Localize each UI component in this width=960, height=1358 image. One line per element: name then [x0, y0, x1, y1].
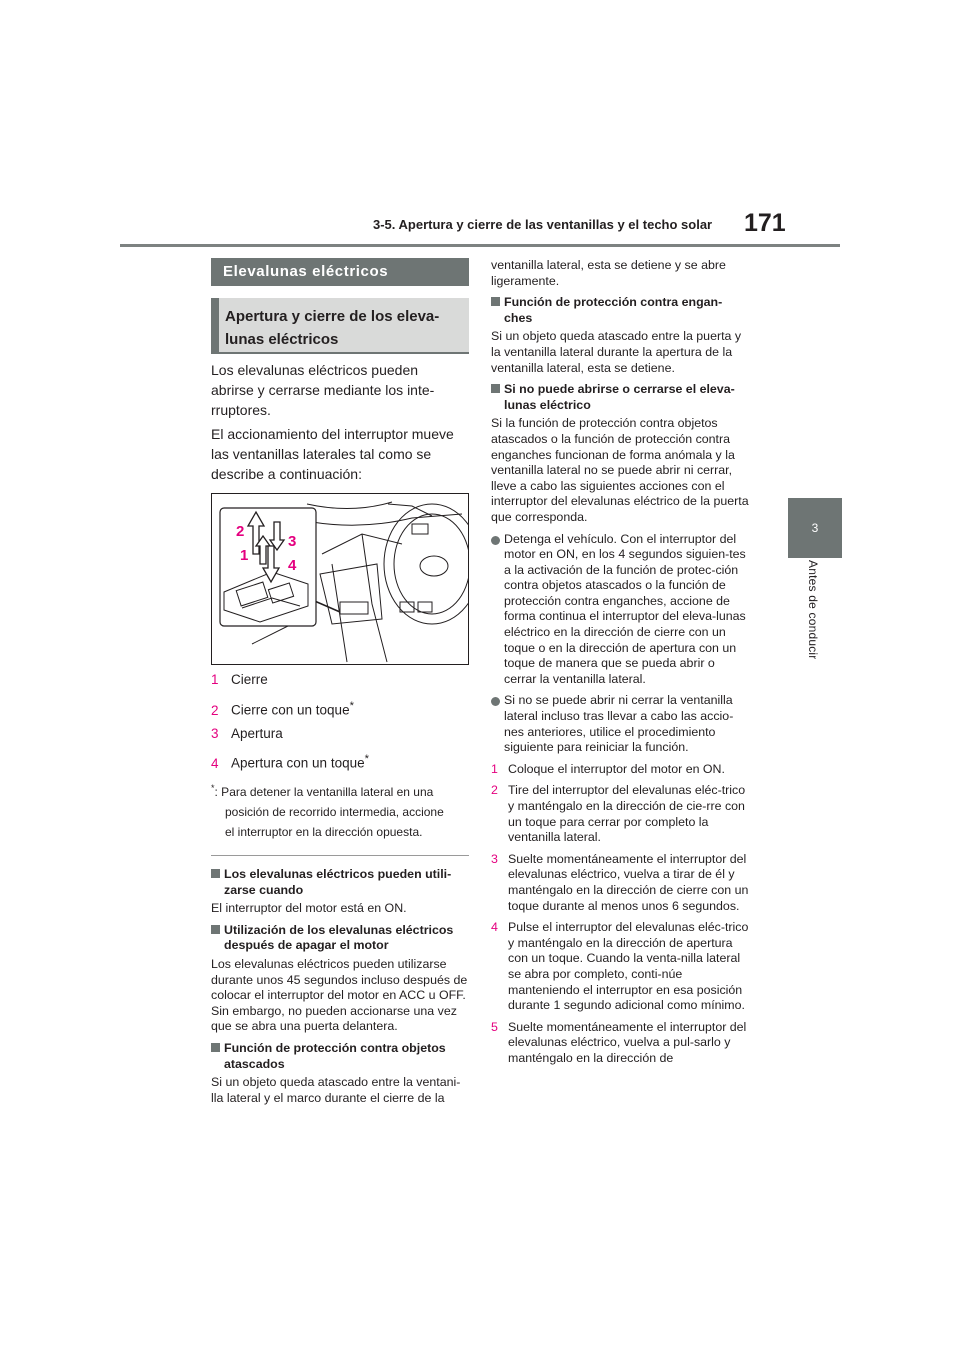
- footnote-mark: *: [211, 783, 215, 793]
- figure-label: 3: [288, 533, 297, 550]
- footnote-line: el interruptor en la dirección opuesta.: [225, 825, 423, 839]
- footnote-line: posición de recorrido intermedia, accione: [225, 805, 444, 819]
- section-title: Elevalunas eléctricos: [211, 258, 469, 286]
- note-heading: [211, 1041, 469, 1072]
- note-heading-text: Si no puede abrirse o cerrarse el eleva-lunas eléctrico: [504, 382, 735, 412]
- header-rule: [120, 244, 840, 247]
- legend-item: [211, 700, 469, 718]
- note-heading: [491, 382, 749, 413]
- note-heading: [491, 295, 749, 326]
- square-bullet-icon: [491, 384, 500, 393]
- bullet-item: [491, 693, 749, 755]
- legend-number: 4: [211, 755, 219, 771]
- subsection-title-line2: lunas eléctricos: [225, 331, 339, 348]
- chapter-tab: 3: [788, 498, 842, 558]
- footnote: [211, 778, 469, 842]
- note-body: Si un objeto queda atascado entre la puerta y la ventanilla lateral durante la apertura de la ventanilla lateral, esta se detiene.: [491, 329, 742, 375]
- bullet-text: Si no se puede abrir ni cerrar la ventanilla lateral incluso tras llevar a cabo las accio-nes anteriores, utilice el procedimiento siguiente para reiniciar la función.: [504, 693, 734, 755]
- note-heading-text: Función de protección contra engan-ches: [504, 295, 723, 325]
- chapter-label: Antes de conducir: [806, 560, 820, 660]
- legend-text: Cierre: [231, 672, 268, 687]
- legend-number: 3: [211, 726, 219, 741]
- intro-line: abrirse y cerrarse mediante los inte-: [211, 382, 435, 398]
- note-heading-text: Función de protección contra objetos atascados: [224, 1040, 446, 1071]
- intro-line: las ventanillas laterales tal como se: [211, 446, 432, 462]
- figure-label: 4: [288, 557, 297, 574]
- intro-paragraph-1: [211, 360, 469, 420]
- square-bullet-icon: [211, 1043, 220, 1052]
- bullet-item: [491, 532, 749, 688]
- step-number: 1: [491, 761, 498, 776]
- step-text: Suelte momentáneamente el interruptor del elevalunas eléctrico, vuelva a tirar de él y manténgalo en la dirección de cierre con un toque durante al menos unos 6 segundos.: [508, 851, 749, 913]
- note-heading-text: Los elevalunas eléctricos pueden utili-zarse cuando: [224, 867, 452, 897]
- footnote-line: : Para detener la ventanilla lateral en una: [214, 785, 434, 799]
- note-body: El interruptor del motor está en ON.: [211, 901, 407, 916]
- round-bullet-icon: [491, 697, 500, 706]
- legend-number: 1: [211, 672, 219, 687]
- subsection-title: [211, 298, 469, 354]
- step-item: [491, 920, 749, 1014]
- running-header: 3-5. Apertura y cierre de las ventanillas y el techo solar: [373, 217, 713, 232]
- square-bullet-icon: [211, 925, 220, 934]
- illustration-svg: [212, 494, 468, 664]
- step-number: 4: [491, 920, 498, 935]
- step-item: [491, 852, 749, 914]
- left-notes: [211, 867, 469, 1112]
- step-item: [491, 1020, 749, 1067]
- note-body: ventanilla lateral, esta se detiene y se abre ligeramente.: [491, 258, 726, 288]
- figure-label: 2: [236, 523, 245, 540]
- step-item: [491, 783, 749, 845]
- figure-label: 1: [240, 547, 249, 564]
- step-text: Suelte momentáneamente el interruptor del elevalunas eléctrico, vuelva a pul-sarlo y manténgalo en la dirección de: [508, 1019, 747, 1065]
- power-window-illustration: [211, 493, 469, 665]
- intro-line: describe a continuación:: [211, 466, 362, 482]
- legend-text: Apertura con un toque: [231, 755, 365, 771]
- legend-asterisk: *: [349, 700, 354, 712]
- legend-item: [211, 753, 469, 771]
- step-number: 5: [491, 1019, 498, 1034]
- step-text: Pulse el interruptor del elevalunas eléc-trico y manténgalo en la dirección de apertura con un toque. Cuando la venta-nilla lateral se abra por completo, conti-núe manteniendo el interruptor en esa posición durante 1 segundo adicional como mínimo.: [508, 920, 749, 1013]
- intro-line: rruptores.: [211, 402, 271, 418]
- round-bullet-icon: [491, 536, 500, 545]
- note-heading: [211, 867, 469, 898]
- page-number: 171: [744, 209, 786, 237]
- note-body: Los elevalunas eléctricos pueden utilizarse durante unos 45 segundos incluso después de colocar el interruptor del motor en ACC u OFF. Sin embargo, no pueden accionarse una vez que se abra una puerta delantera.: [211, 956, 468, 1034]
- legend-number: 2: [211, 702, 219, 718]
- bullet-text: Detenga el vehículo. Con el interruptor del motor en ON, en los 4 segundos siguien-tes a la activación de la función de protec-ción contra objetos atascados o la función de protección contra enganches, accione de forma continua el interruptor del eleva-lunas eléctrico en la dirección de cierre con un toque o en la dirección de apertura con un toque de manera que se pueda abrir o cerrar la ventanilla lateral.: [504, 531, 746, 686]
- legend-item: [211, 726, 469, 741]
- intro-line: Los elevalunas eléctricos pueden: [211, 362, 419, 378]
- legend-text: Apertura: [231, 726, 283, 741]
- right-notes: [491, 258, 749, 1073]
- note-heading: [211, 923, 469, 954]
- square-bullet-icon: [211, 869, 220, 878]
- intro-paragraph-2: [211, 424, 469, 484]
- step-item: [491, 762, 749, 778]
- divider: [211, 855, 469, 856]
- note-heading-text: Utilización de los elevalunas eléctricos después de apagar el motor: [224, 922, 454, 953]
- subsection-title-line1: Apertura y cierre de los eleva-: [225, 308, 440, 325]
- note-body: Si un objeto queda atascado entre la ventani-lla lateral y el marco durante el cierre de la: [211, 1075, 461, 1105]
- step-number: 3: [491, 851, 498, 866]
- legend-item: [211, 672, 469, 687]
- square-bullet-icon: [491, 297, 500, 306]
- legend-text: Cierre con un toque: [231, 702, 350, 718]
- step-text: Coloque el interruptor del motor en ON.: [508, 761, 725, 776]
- step-text: Tire del interruptor del elevalunas eléc-trico y manténgalo en la dirección de cie-rre con un toque para cerrar por completo la ventanilla lateral.: [508, 783, 746, 845]
- legend-asterisk: *: [364, 753, 369, 765]
- step-number: 2: [491, 783, 498, 798]
- note-body: Si la función de protección contra objetos atascados o la función de protección contra enganches funcionan de forma anómala y la ventanilla lateral no se puede abrir ni cerrar, lleve a cabo las siguientes acciones con el interruptor del elevalunas eléctrico de la puerta que corresponda.: [491, 416, 749, 524]
- intro-line: El accionamiento del interruptor mueve: [211, 426, 454, 442]
